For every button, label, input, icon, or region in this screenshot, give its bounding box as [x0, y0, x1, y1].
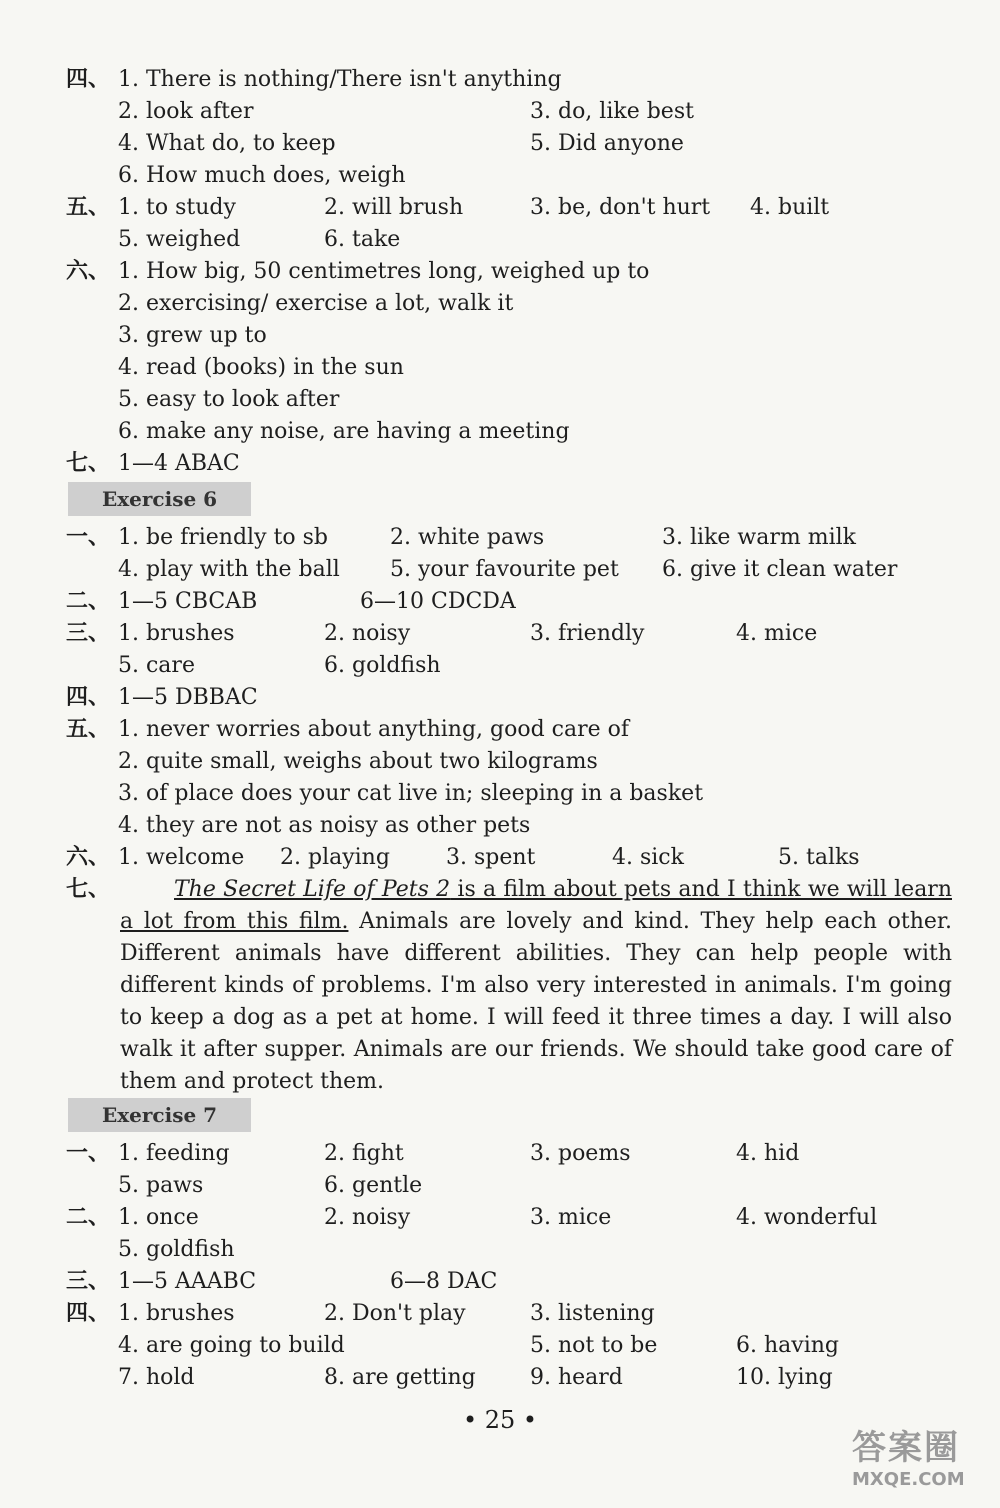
section-marker: 二、 — [66, 589, 111, 614]
section-four-line-2 — [66, 96, 966, 128]
answer-item: 3. grew up to — [118, 323, 267, 348]
ex6-s5-line-2 — [66, 746, 966, 778]
answer-item: 1—5 CBCAB — [118, 589, 258, 614]
answer-item: 3. of place does your cat live in; sleeping in a basket — [118, 781, 704, 806]
section-six-line-3 — [66, 320, 966, 352]
answer-item: 6—8 DAC — [390, 1269, 498, 1294]
answer-item: 2. will brush — [324, 195, 464, 220]
answer-item: 5. easy to look after — [118, 387, 340, 412]
answer-item: 4. are going to build — [118, 1333, 345, 1358]
answer-item: 5. care — [118, 653, 195, 678]
ex6-s5-line-3 — [66, 778, 966, 810]
ex6-s5-line-4 — [66, 810, 966, 842]
answer-item: 2. playing — [280, 845, 390, 870]
section-four-line-4 — [66, 160, 966, 192]
answer-item: 4. read (books) in the sun — [118, 355, 404, 380]
ex6-s5-line-1 — [66, 714, 966, 746]
section-six-line-4 — [66, 352, 966, 384]
answer-item: 6. make any noise, are having a meeting — [118, 419, 570, 444]
section-marker: 四、 — [66, 67, 111, 92]
section-marker: 六、 — [66, 845, 111, 870]
answer-item: 2. quite small, weighs about two kilograms — [118, 749, 598, 774]
section-marker: 一、 — [66, 1141, 111, 1166]
section-marker: 三、 — [66, 621, 111, 646]
answer-item: 3. mice — [530, 1205, 612, 1230]
answer-item: 4. hid — [736, 1141, 800, 1166]
answer-item: 5. talks — [778, 845, 860, 870]
watermark-url: MXQE.COM — [852, 1469, 965, 1490]
section-marker: 五、 — [66, 717, 111, 742]
answer-item: 5. Did anyone — [530, 131, 684, 156]
ex6-s4-line — [66, 682, 966, 714]
answer-item: 6. How much does, weigh — [118, 163, 406, 188]
answer-item: 7. hold — [118, 1365, 195, 1390]
answer-item: 3. like warm milk — [662, 525, 856, 550]
answer-item: 6. goldfish — [324, 653, 441, 678]
ex7-s2-line-1 — [66, 1202, 966, 1234]
section-marker: 四、 — [66, 685, 111, 710]
answer-item: 3. be, don't hurt — [530, 195, 711, 220]
answer-item: 1. once — [118, 1205, 199, 1230]
answer-item: 6. having — [736, 1333, 839, 1358]
ex6-s3-line-2 — [66, 650, 966, 682]
answer-item: 4. they are not as noisy as other pets — [118, 813, 531, 838]
answer-item: 2. exercising/ exercise a lot, walk it — [118, 291, 514, 316]
ex7-s3-line — [66, 1266, 966, 1298]
answer-item: 1—4 ABAC — [118, 451, 240, 476]
film-title: The Secret Life of Pets 2 — [174, 877, 451, 902]
answer-item: 5. paws — [118, 1173, 204, 1198]
answer-item: 2. fight — [324, 1141, 404, 1166]
section-marker: 一、 — [66, 525, 111, 550]
watermark-logo-text: 答案圈 — [852, 1428, 960, 1468]
answer-item: 5. weighed — [118, 227, 241, 252]
section-six-line-1 — [66, 256, 966, 288]
section-marker: 七、 — [66, 451, 111, 476]
answer-item: 5. not to be — [530, 1333, 658, 1358]
ex6-essay-paragraph — [120, 874, 952, 1098]
answer-item: 4. built — [750, 195, 830, 220]
answer-item: 1. There is nothing/There isn't anything — [118, 67, 562, 92]
section-five-line-1 — [66, 192, 966, 224]
answer-item: 2. white paws — [390, 525, 545, 550]
answer-item: 4. wonderful — [736, 1205, 878, 1230]
answer-item: 3. poems — [530, 1141, 631, 1166]
answer-item: 1—5 AAABC — [118, 1269, 257, 1294]
answer-item: 1. How big, 50 centimetres long, weighed up to — [118, 259, 650, 284]
answer-item: 8. are getting — [324, 1365, 476, 1390]
ex6-s6-line — [66, 842, 966, 874]
answer-item: 6. take — [324, 227, 401, 252]
section-marker: 三、 — [66, 1269, 111, 1294]
ex6-s7-marker-line — [66, 874, 126, 906]
section-marker: 四、 — [66, 1301, 111, 1326]
answer-item: 3. listening — [530, 1301, 655, 1326]
section-six-line-6 — [66, 416, 966, 448]
section-five-line-2 — [66, 224, 966, 256]
answer-item: 1. brushes — [118, 1301, 235, 1326]
answer-item: 5. your favourite pet — [390, 557, 619, 582]
answer-item: 6. give it clean water — [662, 557, 898, 582]
answer-item: 9. heard — [530, 1365, 623, 1390]
answer-item: 1. feeding — [118, 1141, 230, 1166]
answer-item: 4. What do, to keep — [118, 131, 336, 156]
section-four-line-1 — [66, 64, 966, 96]
ex6-s1-line-1 — [66, 522, 966, 554]
answer-item: 4. sick — [612, 845, 684, 870]
answer-item: 4. mice — [736, 621, 818, 646]
section-marker: 七、 — [66, 877, 111, 902]
section-seven-line — [66, 448, 966, 480]
answer-item: 1. never worries about anything, good care of — [118, 717, 630, 742]
section-marker: 五、 — [66, 195, 111, 220]
ex6-s1-line-2 — [66, 554, 966, 586]
exercise-6-heading: Exercise 6 — [68, 482, 251, 516]
answer-item: 1. be friendly to sb — [118, 525, 328, 550]
ex6-s3-line-1 — [66, 618, 966, 650]
ex7-s2-line-2 — [66, 1234, 966, 1266]
section-four-line-3 — [66, 128, 966, 160]
answer-item: 1. welcome — [118, 845, 245, 870]
answer-item: 1—5 DBBAC — [118, 685, 258, 710]
page-number: • 25 • — [462, 1406, 538, 1434]
ex7-s1-line-2 — [66, 1170, 966, 1202]
answer-item: 3. spent — [446, 845, 536, 870]
section-six-line-5 — [66, 384, 966, 416]
site-watermark — [852, 1420, 992, 1500]
section-marker: 二、 — [66, 1205, 111, 1230]
ex6-s2-line — [66, 586, 966, 618]
answer-item: 6—10 CDCDA — [360, 589, 516, 614]
exercise-7-heading: Exercise 7 — [68, 1098, 251, 1132]
answer-item: 2. noisy — [324, 621, 411, 646]
answer-item: 1. to study — [118, 195, 236, 220]
section-marker: 六、 — [66, 259, 111, 284]
section-six-line-2 — [66, 288, 966, 320]
ex7-s4-line-3 — [66, 1362, 966, 1394]
answer-item: 5. goldfish — [118, 1237, 235, 1262]
answer-item: 1. brushes — [118, 621, 235, 646]
essay-body: Animals are lovely and kind. They help each other. Different animals have different abilities. They can help people with different kinds of problems. I'm also very interested in animals. I'm going to keep a dog as a pet at home. I will feed it three times a day. I will also walk it after supper. Animals are our friends. We should take good care of them and protect them. — [120, 909, 952, 1094]
answer-item: 10. lying — [736, 1365, 833, 1390]
answer-item: 6. gentle — [324, 1173, 423, 1198]
answer-item: 2. look after — [118, 99, 254, 124]
answer-item: 3. friendly — [530, 621, 645, 646]
answer-item: 4. play with the ball — [118, 557, 340, 582]
answer-item: 3. do, like best — [530, 99, 694, 124]
answer-item: 2. noisy — [324, 1205, 411, 1230]
essay-lead-sentence: is a film about pets and I think we will learn a lot from this film. — [120, 877, 952, 934]
ex7-s4-line-1 — [66, 1298, 966, 1330]
answer-item: 2. Don't play — [324, 1301, 466, 1326]
ex7-s4-line-2 — [66, 1330, 966, 1362]
ex7-s1-line-1 — [66, 1138, 966, 1170]
